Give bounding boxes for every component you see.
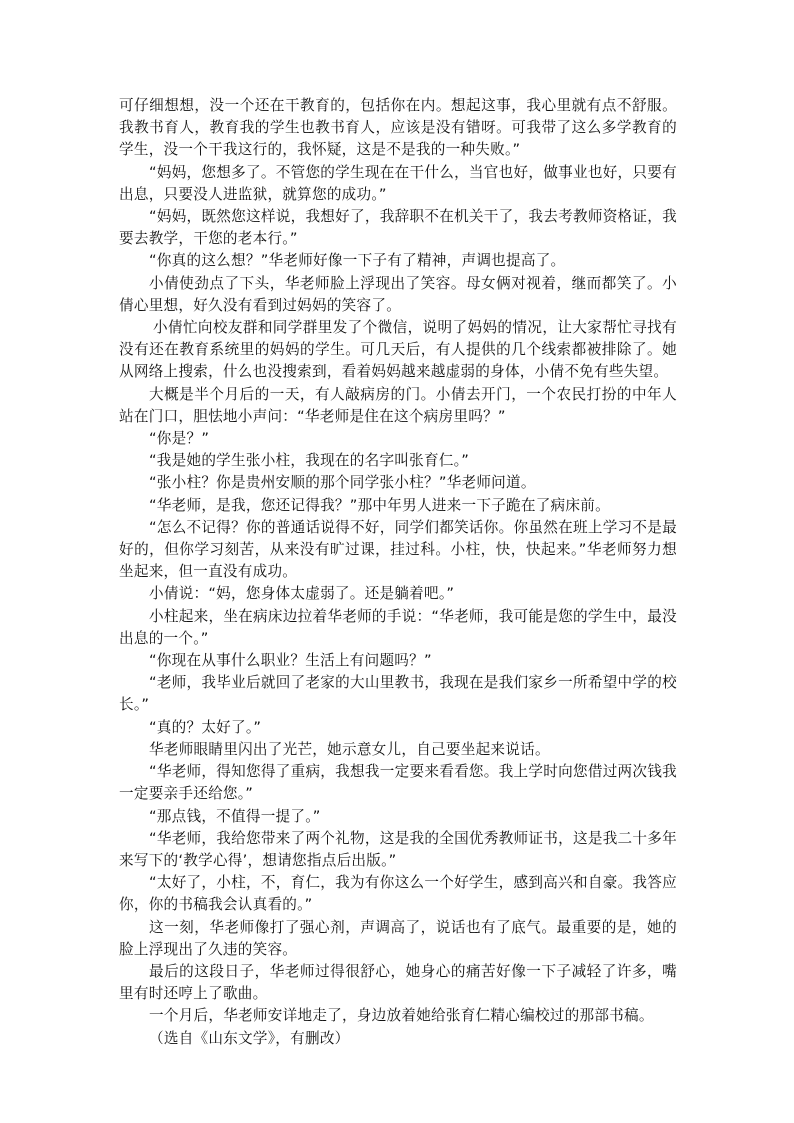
- paragraph: 华老师眼睛里闪出了光芒，她示意女儿，自己要坐起来说话。: [149, 740, 550, 758]
- paragraph: “那点钱，不值得一提了。”: [149, 807, 321, 825]
- paragraph: 小倩说：“妈，您身体太虚弱了。还是躺着吧。”: [149, 585, 455, 603]
- paragraph: 最后的这段日子，华老师过得很舒心，她身心的痛苦好像一下子减轻了许多，嘴里有时还哼上了歌曲。: [119, 962, 677, 1003]
- paragraph: 大概是半个月后的一天，有人敲病房的门。小倩去开门，一个农民打扮的中年人站在门口，胆怯地小声问：“华老师是住在这个病房里吗？”: [119, 385, 677, 425]
- paragraph: “张小柱？你是贵州安顺的那个同学张小柱？”华老师问道。: [149, 474, 536, 492]
- paragraph: “怎么不记得？你的普通话说得不好，同学们都笑话你。你虽然在班上学习不是最好的，但你学习刻苦，从来没有旷过课，挂过科。小柱，快，快起来。”华老师努力想坐起来，但一直没有成功。: [119, 518, 677, 581]
- paragraph: “太好了，小柱，不，育仁，我为有你这么一个好学生，感到高兴和自豪。我答应你，你的书稿我会认真看的。”: [119, 874, 677, 914]
- paragraph: “华老师，得知您得了重病，我想我一定要来看看您。我上学时向您借过两次钱我一定要亲手还给您。”: [119, 763, 677, 803]
- paragraph: 一个月后，华老师安详地走了，身边放着她给张育仁精心编校过的那部书稿。: [149, 1007, 654, 1025]
- paragraph: 小倩使劲点了下头，华老师脸上浮现出了笑容。母女俩对视着，继而都笑了。小倩心里想，好久没有看到过妈妈的笑容了。: [119, 274, 677, 314]
- paragraph: 小柱起来，坐在病床边拉着华老师的手说：“华老师，我可能是您的学生中，最没出息的一个。”: [119, 607, 677, 647]
- paragraph: “老师，我毕业后就回了老家的大山里教书，我现在是我们家乡一所希望中学的校长。”: [119, 674, 677, 714]
- paragraph: “真的？太好了。”: [149, 718, 262, 736]
- paragraph: “我是她的学生张小柱，我现在的名字叫张育仁。”: [149, 452, 470, 470]
- story-text: [119, 95, 677, 1050]
- paragraph: 小倩忙向校友群和同学群里发了个微信，说明了妈妈的情况，让大家帮忙寻找有没有还在教育系统里的妈妈的学生。可几天后，有人提供的几个线索都被排除了。她从网络上搜索，什么也没搜索到，看着妈妈越来越虚弱的身体，小倩不免有些失望。: [119, 319, 677, 381]
- paragraph: “你现在从事什么职业？生活上有问题吗？”: [149, 652, 432, 670]
- paragraph-continuation: 可仔细想想，没一个还在干教育的，包括你在内。想起这事，我心里就有点不舒服。我教书育人，教育我的学生也教书育人，应该是没有错呀。可我带了这么多学教育的学生，没一个干我这行的，我怀疑，这是不是我的一种失败。”: [119, 97, 677, 159]
- paragraph: 这一刻，华老师像打了强心剂，声调高了，说话也有了底气。最重要的是，她的脸上浮现出了久违的笑容。: [119, 918, 677, 958]
- paragraph: “妈妈，您想多了。不管您的学生现在在干什么，当官也好，做事业也好，只要有出息，只要没人进监狱，就算您的成功。”: [119, 163, 677, 203]
- paragraph: “你是？”: [149, 430, 210, 448]
- paragraph: “妈妈，既然您这样说，我想好了，我辞职不在机关干了，我去考教师资格证，我要去教学，干您的老本行。”: [119, 208, 677, 248]
- paragraph: “你真的这么想？”华老师好像一下子有了精神，声调也提高了。: [149, 252, 566, 270]
- paragraph: “华老师，我给您带来了两个礼物，这是我的全国优秀教师证书，这是我二十多年来写下的‘教学心得’，想请您指点后出版。”: [119, 829, 677, 869]
- source-note: （选自《山东文学》，有删改）: [149, 1029, 350, 1047]
- paragraph: “华老师，是我，您还记得我？”那中年男人进来一下子跪在了病床前。: [149, 496, 610, 514]
